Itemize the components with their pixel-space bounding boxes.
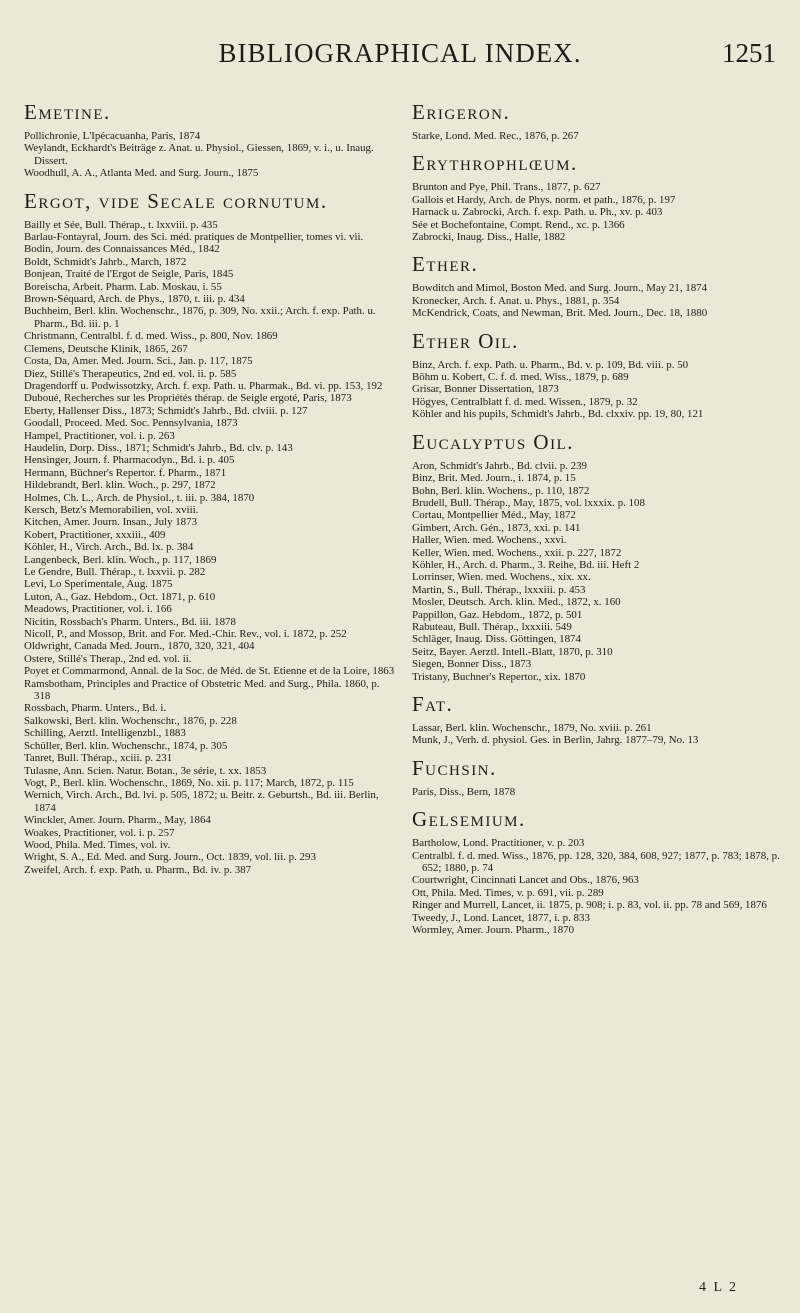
citation-entry: Bailly et Sée, Bull. Thérap., t. lxxviii. p. 435 [24,218,218,231]
citation-entry: Gimbert, Arch. Gén., 1873, xxi. p. 141 [412,521,581,534]
citation-entry: Starke, Lond. Med. Rec., 1876, p. 267 [412,130,579,142]
citation-entry: Poyet et Commarmond, Annal. de la Soc. de Méd. de St. Etienne et de la Loire, 1863 [24,665,395,678]
section-heading: Fat. [412,692,454,716]
citation-entry: Le Gendre, Bull. Thérap., t. lxxvii. p. 282 [24,566,206,578]
citation-entry: Kersch, Betz's Memorabilien, vol. xviii. [24,503,199,516]
section-heading: Ergot, vide Secale cornutum. [24,188,328,213]
citation-entry: Munk, J., Verh. d. physiol. Ges. in Berlin, Jahrg. 1877–79, No. 13 [412,734,699,747]
citation-entry: Böhm u. Kobert, C. f. d. med. Wiss., 1879, p. 689 [412,371,629,384]
citation-entry: Hermann, Büchner's Repertor. f. Pharm., 1871 [24,466,227,479]
citation-entry: Goodall, Proceed. Med. Soc. Pennsylvania, 1873 [24,417,238,430]
running-title: BIBLIOGRAPHICAL INDEX. [218,38,582,68]
index-section [412,151,784,243]
citation-entry: Levi, Lo Sperimentale, Aug. 1875 [24,578,173,591]
citation-entry: Eberty, Hallenser Diss., 1873; Schmidt's Jahrb., Bd. clviii. p. 127 [24,404,308,417]
citation-entry: Dragendorff u. Podwissotzky, Arch. f. exp. Path. u. Pharmak., Bd. vi. pp. 153, 192 [24,379,383,392]
citation-entry: Gallois et Hardy, Arch. de Phys. norm. et path., 1876, p. 197 [412,193,676,206]
citation-entry: Köhler, H., Virch. Arch., Bd. lx. p. 384 [24,541,194,554]
citation-entry: Luton, A., Gaz. Hebdom., Oct. 1871, p. 610 [24,590,216,603]
index-section [412,807,784,936]
citation-entry: Tulasne, Ann. Scien. Natur. Botan., 3e série, t. xx. 1853 [24,764,267,777]
citation-entry: Pappillon, Gaz. Hebdom., 1872, p. 501 [412,608,583,621]
citation-entry: Harnack u. Zabrocki, Arch. f. exp. Path. u. Ph., xv. p. 403 [412,206,663,219]
citation-entry: Christmann, Centralbl. f. d. med. Wiss., p. 800, Nov. 1869 [24,330,278,343]
citation-entry: Zweifel, Arch. f. exp. Path. u. Pharm., Bd. iv. p. 387 [24,863,252,876]
citation-entry: Schläger, Inaug. Diss. Göttingen, 1874 [412,633,581,646]
citation-entry: Wright, S. A., Ed. Med. and Surg. Journ., Oct. 1839, vol. lii. p. 293 [24,851,316,864]
citation-entry: McKendrick, Coats, and Newman, Brit. Med. Journ., Dec. 18, 1880 [412,307,708,320]
citation-entry: Weylandt, Eckhardt's Beiträge z. Anat. u. Physiol., Giessen, 1869, v. i., u. Inaug. Dissert. [24,142,374,167]
section-heading: Emetine. [24,100,111,124]
citation-entry: Seitz, Bayer. Aerztl. Intell.-Blatt, 1870, p. 310 [412,645,613,658]
citation-entry: Sée et Bochefontaine, Compt. Rend., xc. p. 1366 [412,218,625,231]
citation-entry: Binz, Brit. Med. Journ., i. 1874, p. 15 [412,472,576,485]
citation-entry: Salkowski, Berl. klin. Wochenschr., 1876, p. 228 [24,714,237,727]
page-number: 1251 [722,38,776,68]
citation-entry: Clemens, Deutsche Klinik, 1865, 267 [24,342,188,355]
citation-entry: Ramsbotham, Principles and Practice of Obstetric Med. and Surg., Phila. 1860, p. 318 [24,677,380,703]
citation-entry: Nicoll, P., and Mossop, Brit. and For. Med.-Chir. Rev., vol. i. 1872, p. 252 [24,628,347,641]
citation-entry: Rabuteau, Bull. Thérap., lxxxiii. 549 [412,620,572,633]
citation-entry: Zabrocki, Inaug. Diss., Halle, 1882 [412,231,566,244]
citation-entry: Woodhull, A. A., Atlanta Med. and Surg. Journ., 1875 [24,167,259,180]
citation-entry: Nicitin, Rossbach's Pharm. Unters., Bd. iii. 1878 [24,615,236,628]
citation-entry: Boldt, Schmidt's Jahrb., March, 1872 [24,255,187,268]
signature-mark: 4 L 2 [698,1280,738,1295]
citation-entry: Duboué, Recherches sur les Propriétés thérap. de Seigle ergoté, Paris, 1873 [24,392,352,405]
index-section [412,100,784,142]
citation-entry: Kobert, Practitioner, xxxiii., 409 [24,528,166,541]
citation-entry: Haudelin, Dorp. Diss., 1871; Schmidt's Jahrb., Bd. clv. p. 143 [24,441,293,454]
citation-entry: Ostere, Stillé's Therap., 2nd ed. vol. ii. [24,652,192,665]
citation-entry: Buchheim, Berl. klin. Wochenschr., 1876, p. 309, No. xxii.; Arch. f. exp. Path. u. Pharm., Bd. iii. p. 1 [24,305,376,330]
citation-entry: Bartholow, Lond. Practitioner, v. p. 203 [412,837,585,850]
index-section [24,189,396,877]
citation-entry: Lorrinser, Wien. med. Wochens., xix. xx. [412,571,591,584]
citation-entry: Centralbl. f. d. med. Wiss., 1876, pp. 128, 320, 384, 608, 927; 1877, p. 783; 1878, p. 652; 1880, p. 74 [412,849,780,875]
citation-entry: Paris, Diss., Bern, 1878 [412,785,516,798]
citation-entry: Woakes, Practitioner, vol. i. p. 257 [24,826,175,839]
citation-entry: Boreischa, Arbeit. Pharm. Lab. Moskau, i. 55 [24,280,222,293]
citation-entry: Siegen, Bonner Diss., 1873 [412,658,532,671]
section-heading: Eucalyptus Oil. [412,429,574,454]
citation-entry: Ringer and Murrell, Lancet, ii. 1875, p. 908; i. p. 83, vol. ii. pp. 78 and 569, 1876 [412,899,767,912]
citation-entry: Kitchen, Amer. Journ. Insan., July 1873 [24,516,198,529]
citation-entry: Haller, Wien. med. Wochens., xxvi. [412,534,567,547]
citation-entry: Bowditch and Mimol, Boston Med. and Surg. Journ., May 21, 1874 [412,282,708,295]
section-heading: Ether Oil. [412,328,519,353]
citation-entry: Courtwright, Cincinnati Lancet and Obs., 1876, 963 [412,874,639,887]
citation-entry: Tristany, Buchner's Repertor., xix. 1870 [412,670,586,683]
index-section [412,252,784,319]
citation-entry: Schüller, Berl. klin. Wochenschr., 1874, p. 305 [24,739,228,752]
citation-entry: Hampel, Practitioner, vol. i. p. 263 [24,429,175,442]
citation-entry: Bohn, Berl. klin. Wochens., p. 110, 1872 [412,484,590,497]
index-section [412,430,784,683]
right-column [412,100,784,945]
citation-entry: Mosler, Deutsch. Arch. klin. Med., 1872, x. 160 [412,596,621,609]
citation-entry: Tweedy, J., Lond. Lancet, 1877, i. p. 833 [412,911,590,924]
citation-entry: Brunton and Pye, Phil. Trans., 1877, p. 627 [412,181,601,194]
citation-entry: Martin, S., Bull. Thérap., lxxxiii. p. 453 [412,583,586,596]
citation-entry: Holmes, Ch. L., Arch. de Physiol., t. iii. p. 384, 1870 [24,491,255,504]
citation-entry: Lassar, Berl. klin. Wochenschr., 1879, No. xviii. p. 261 [412,722,652,734]
citation-entry: Brown-Séquard, Arch. de Phys., 1870, t. iii. p. 434 [24,293,245,306]
citation-entry: Diez, Stillé's Therapeutics, 2nd ed. vol. ii. p. 585 [24,367,237,380]
citation-entry: Wormley, Amer. Journ. Pharm., 1870 [412,924,575,937]
index-section [24,100,396,180]
citation-entry: Binz, Arch. f. exp. Path. u. Pharm., Bd. v. p. 109, Bd. viii. p. 50 [412,358,689,371]
citation-entry: Köhler and his pupils, Schmidt's Jahrb., Bd. clxxiv. pp. 19, 80, 121 [412,408,704,421]
section-heading: Gelsemium. [412,807,526,832]
page-header [0,38,800,78]
citation-entry: Hensinger, Journ. f. Pharmacodyn., Bd. i. p. 405 [24,454,235,467]
citation-entry: Tanret, Bull. Thérap., xciii. p. 231 [24,752,173,765]
citation-entry: Rossbach, Pharm. Unters., Bd. i. [24,702,167,715]
citation-entry: Brudell, Bull. Thérap., May, 1875, vol. lxxxix. p. 108 [412,496,645,509]
left-column [24,100,396,885]
citation-entry: Barlau-Fontayral, Journ. des Sci. méd. pratiques de Montpellier, tomes vi. vii. [24,231,364,244]
citation-entry: Schilling, Aerztl. Intelligenzbl., 1883 [24,727,186,740]
citation-entry: Keller, Wien. med. Wochens., xxii. p. 227, 1872 [412,546,622,559]
citation-entry: Ott, Phila. Med. Times, v. p. 691, vii. p. 289 [412,886,604,899]
citation-entry: Oldwright, Canada Med. Journ., 1870, 320, 321, 404 [24,640,255,653]
citation-entry: Winckler, Amer. Journ. Pharm., May, 1864 [24,814,211,827]
citation-entry: Vogt, P., Berl. klin. Wochenschr., 1869, No. xii. p. 117; March, 1872, p. 115 [24,776,354,789]
citation-entry: Kronecker, Arch. f. Anat. u. Phys., 1881, p. 354 [412,294,620,307]
section-heading: Erythrophlœum. [412,151,578,176]
citation-entry: Meadows, Practitioner, vol. i. 166 [24,603,172,616]
citation-entry: Costa, Da, Amer. Med. Journ. Sci., Jan. p. 117, 1875 [24,355,253,368]
citation-entry: Köhler, H., Arch. d. Pharm., 3. Reihe, Bd. iii. Heft 2 [412,558,640,571]
index-section [412,329,784,421]
citation-entry: Bodin, Journ. des Connaissances Méd., 1842 [24,243,220,256]
citation-entry: Hildebrandt, Berl. klin. Woch., p. 297, 1872 [24,479,216,492]
citation-entry: Wood, Phila. Med. Times, vol. iv. [24,838,171,851]
index-section [412,756,784,798]
citation-entry: Wernich, Virch. Arch., Bd. lvi. p. 505, 1872; u. Beitr. z. Geburtsh., Bd. iii. Berlin, 1874 [24,789,379,814]
section-heading: Ether. [412,252,479,277]
citation-entry: Pollichronie, L'Ipécacuanha, Paris, 1874 [24,130,201,142]
index-section [412,692,784,747]
citation-entry: Aron, Schmidt's Jahrb., Bd. clvii. p. 239 [412,459,587,472]
citation-entry: Langenbeck, Berl. klin. Woch., p. 117, 1869 [24,553,217,566]
section-heading: Fuchsin. [412,755,497,780]
citation-entry: Grisar, Bonner Dissertation, 1873 [412,383,559,396]
citation-entry: Högyes, Centralblatt f. d. med. Wissen., 1879, p. 32 [412,395,638,408]
citation-entry: Bonjean, Traité de l'Ergot de Seigle, Paris, 1845 [24,268,234,281]
citation-entry: Cortau, Montpellier Méd., May, 1872 [412,509,576,522]
section-heading: Erigeron. [412,100,511,124]
